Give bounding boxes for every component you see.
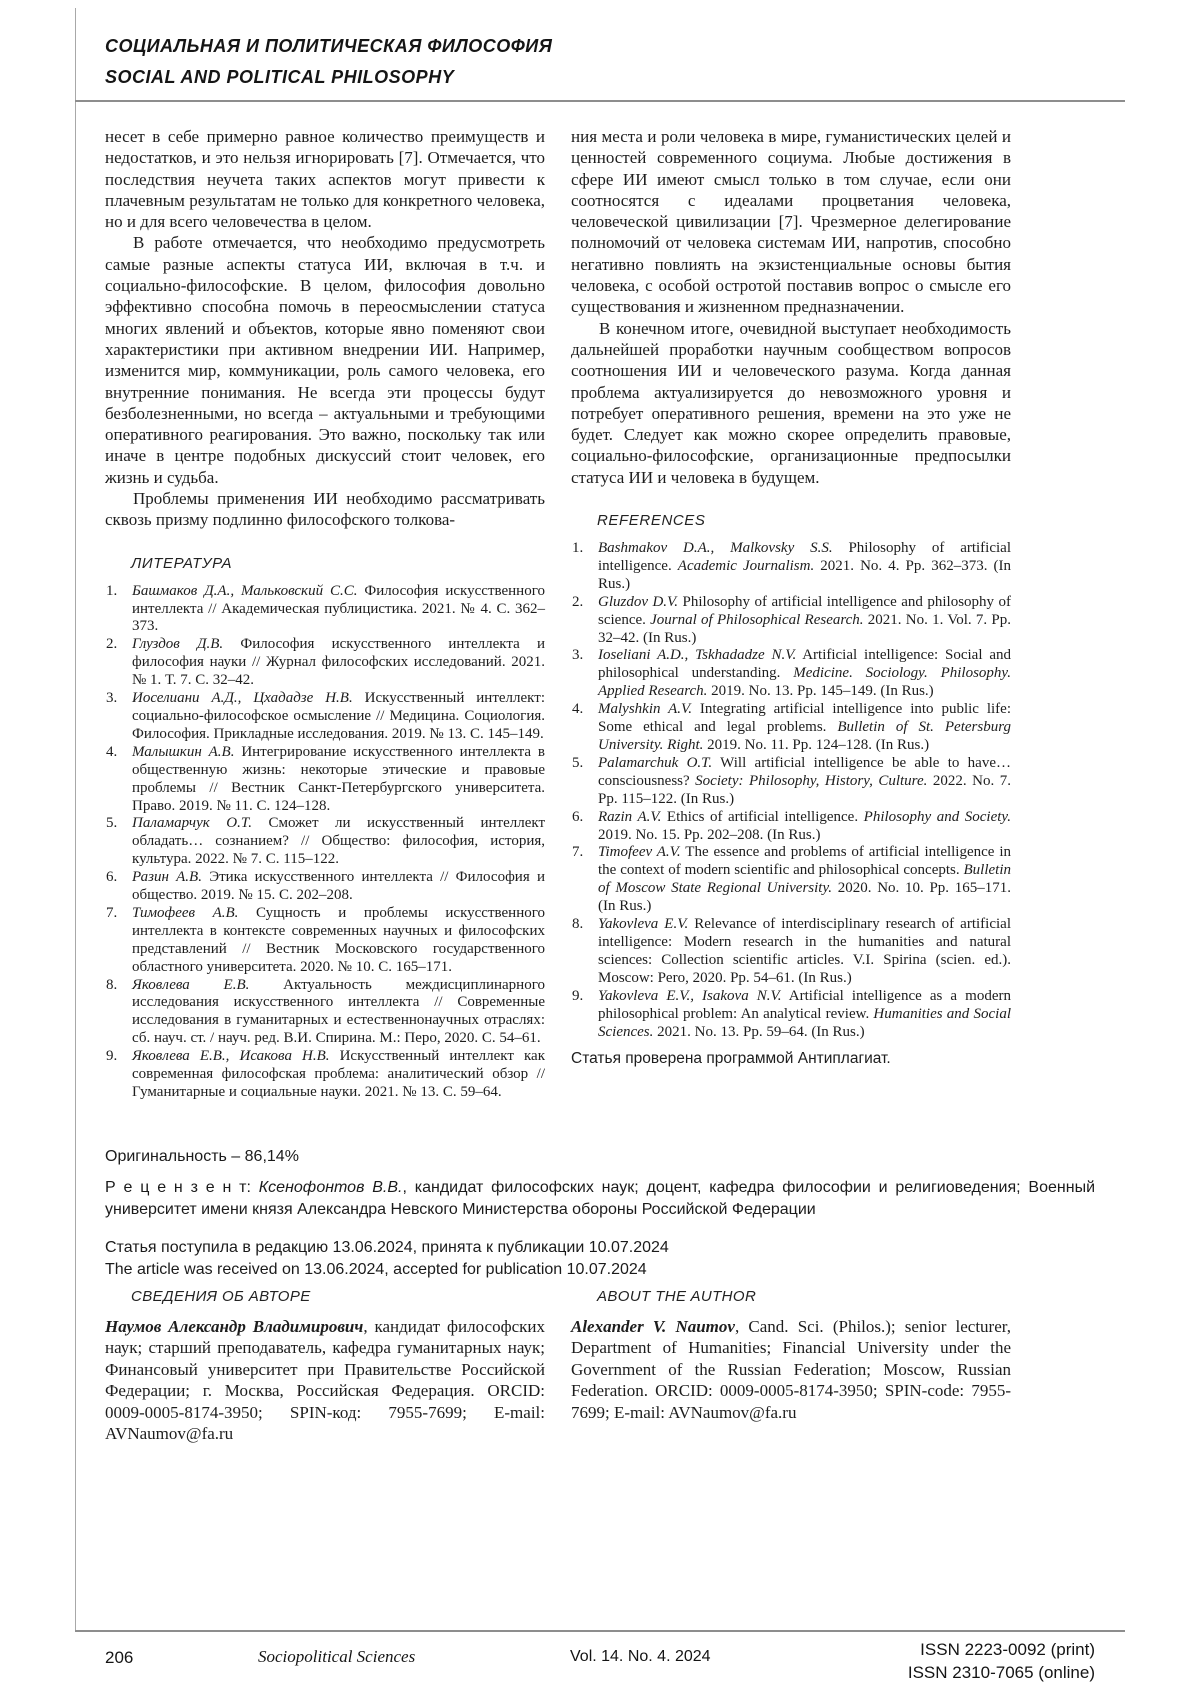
reference-item — [571, 809, 1011, 845]
issn-print: ISSN 2223-0092 (print) — [920, 1640, 1095, 1659]
reference-item — [105, 583, 545, 637]
footer-rule — [75, 1630, 1125, 1632]
reference-item — [571, 701, 1011, 755]
reference-text: Малышкин А.В. Интегрирование искусственного интеллекта в общественную жизнь: некоторые этические и правовые проблемы // Вестник Санкт-Петербургского университета. Право. 2019. № 11. С. 124–128. — [132, 743, 545, 814]
left-margin-rule — [75, 8, 76, 1630]
column-left — [105, 126, 545, 1102]
reference-item — [571, 988, 1011, 1042]
reference-item — [571, 755, 1011, 809]
author-name-ru: Наумов Александр Владимирович — [105, 1317, 364, 1336]
reference-item — [105, 1048, 545, 1102]
reference-text: Яковлева Е.В. Актуальность междисциплинарного исследования искусственного интеллекта // Современные исследования в гуманитарных и естественнонаучных отраслях: сб. науч. ст. / науч. ред. В.И. Спирина. М.: Перо, 2020. С. 54–61. — [132, 976, 545, 1047]
reference-text: Ioseliani A.D., Tskhadadze N.V. Artificial intelligence: Social and philosophical understanding. Medicine. Sociology. Philosophy. Applied Research. 2019. No. 13. Pp. 145–149. (In Rus.) — [598, 647, 1012, 700]
volume-issue: Vol. 14. No. 4. 2024 — [570, 1648, 711, 1665]
reference-number: 9. — [572, 987, 584, 1004]
references-heading: REFERENCES — [597, 512, 706, 530]
paragraph-continued: ния места и роли человека в мире, гуманистических целей и ценностей современного социума. Любые достижения в сфере ИИ имеют смысл только в том случае, если они соотносятся с идеалами процветания человека, человеческой цивилизации [7]. Чрезмерное делегирование полномочий от человека системам ИИ, напротив, способно негативно повлиять на экзистенциальные основы бытия человека, с особой остротой поставив вопрос о смысле его существования и жизненном предназначении. — [571, 127, 1011, 317]
received-date-en: The article was received on 13.06.2024, accepted for publication 10.07.2024 — [105, 1261, 647, 1278]
reference-text: Yakovleva E.V., Isakova N.V. Artificial intelligence as a modern philosophical problem: An analytical review. Humanities and Social Sciences. 2021. No. 13. Pp. 59–64. (In Rus.) — [598, 987, 1011, 1040]
reference-item — [105, 636, 545, 690]
reference-item — [571, 540, 1011, 594]
about-author-section — [105, 1288, 1011, 1444]
reference-item — [105, 744, 545, 816]
reference-item — [571, 594, 1011, 648]
reference-item — [571, 916, 1011, 988]
reference-text: Тимофеев А.В. Сущность и проблемы искусственного интеллекта в контексте современных научных и философских представлений // Вестник Московского государственного областного университета. 2020. № 10. С. 165–171. — [132, 904, 546, 975]
literature-list — [105, 583, 545, 1102]
running-head — [105, 31, 552, 93]
reference-item — [105, 815, 545, 869]
reviewer-label: Р е ц е н з е н т: — [105, 1179, 259, 1196]
header-rule — [75, 100, 1125, 102]
paragraph: В конечном итоге, очевидной выступает необходимость дальнейшей проработки научным сообществом вопросов соотношения ИИ и человеческого разума. Когда данная проблема актуализируется до невозможного уровня и потребует оперативного решения, времени на это уже не будет. Следует как можно скорее определить правовые, социально-философские, организационные предпосылки статуса ИИ и человека в будущем. — [571, 318, 1011, 487]
reference-number: 2. — [106, 636, 118, 653]
reference-number: 5. — [572, 754, 584, 771]
reviewer-details: , кандидат философских наук; доцент, кафедра философии и религиоведения; Военный университет имени князя Александра Невского Министерства обороны Российской Федерации — [105, 1179, 1096, 1218]
reference-text: Palamarchuk O.T. Will artificial intelligence be able to have… consciousness? Society: Philosophy, History, Culture. 2022. No. 7. Pp. 115–122. (In Rus.) — [598, 754, 1011, 807]
reference-text: Глуздов Д.В. Философия искусственного интеллекта и философия науки // Журнал философских исследований. 2021. № 1. Т. 7. С. 32–42. — [132, 636, 545, 689]
author-bio-text-en: , Cand. Sci. (Philos.); senior lecturer, Department of Humanities; Financial University under the Government of the Russian Federation; Moscow, Russian Federation. ORCID: 0009-0005-8174-3950; SPIN-code: 7955-7699; E-mail: AVNaumov@fa.ru — [571, 1317, 1011, 1422]
reference-item — [571, 647, 1011, 701]
about-author-en — [571, 1288, 1011, 1444]
reference-number: 3. — [572, 647, 584, 664]
page-footer — [105, 1637, 1095, 1687]
reference-number: 9. — [106, 1048, 118, 1065]
literature-heading: ЛИТЕРАТУРА — [131, 554, 233, 572]
reference-text: Разин А.В. Этика искусственного интеллекта // Философия и общество. 2019. № 15. С. 202–208. — [132, 869, 545, 904]
references-list — [571, 540, 1011, 1041]
reference-text: Malyshkin A.V. Integrating artificial intelligence into public life: Some ethical and legal problems. Bulletin of St. Petersburg University. Right. 2019. No. 11. Pp. 124–128. (In Rus.) — [598, 701, 1011, 754]
paragraph: В работе отмечается, что необходимо предусмотреть самые разные аспекты статуса ИИ, включая в т.ч. и социально-философские. В целом, философия довольно эффективно способна помочь в переосмыслении статуса многих явлений и объектов, которые явно поменяют свои характеристики при активном внедрении ИИ. Например, изменится мир, коммуникации, роль самого человека, его внутренние понимания. Не всегда эти процессы будут безболезненными, но всегда – актуальными и требующими оперативного реагирования. Это важно, поскольку так или иначе в центре подобных дискуссий стоит человек, его жизнь и судьба. — [105, 233, 545, 487]
reference-text: Razin A.V. Ethics of artificial intelligence. Philosophy and Society. 2019. No. 15. Pp. 202–208. (In Rus.) — [598, 808, 1011, 843]
issn-block — [908, 1638, 1095, 1684]
reference-number: 2. — [572, 593, 584, 610]
reference-number: 8. — [106, 976, 118, 993]
reference-item — [571, 844, 1011, 916]
reference-number: 5. — [106, 815, 118, 832]
about-author-heading-en: ABOUT THE AUTHOR — [597, 1288, 757, 1305]
author-bio-text-ru: , кандидат философских наук; старший преподаватель, кафедра гуманитарных наук; Финансовый университет при Правительстве Российской Федерации; г. Москва, Российская Федерация. ORCID: 0009-0005-8174-3950; SPIN-код: 7955-7699; E-mail: AVNaumov@fa.ru — [105, 1317, 545, 1444]
reviewer-name: Ксенофонтов В.В. — [258, 1179, 403, 1196]
received-date-ru: Статья поступила в редакцию 13.06.2024, принята к публикации 10.07.2024 — [105, 1239, 669, 1256]
about-author-heading-ru: СВЕДЕНИЯ ОБ АВТОРЕ — [131, 1288, 311, 1305]
reference-text: Башмаков Д.А., Мальковский С.С. Философия искусственного интеллекта // Академическая публицистика. 2021. № 4. С. 362–373. — [132, 582, 545, 635]
about-author-ru — [105, 1288, 545, 1444]
paragraph: Проблемы применения ИИ необходимо рассматривать сквозь призму подлинно философского толкова- — [105, 489, 545, 530]
reference-text: Паламарчук О.Т. Сможет ли искусственный интеллект обладать… сознанием? // Общество: философия, история, культура. 2022. № 7. С. 115–122. — [132, 815, 545, 868]
reference-item — [105, 977, 545, 1049]
reference-text: Яковлева Е.В., Исакова Н.В. Искусственный интеллект как современная философская проблема: аналитический обзор // Гуманитарные и социальные науки. 2021. № 13. С. 59–64. — [132, 1048, 545, 1101]
article-columns — [105, 126, 1011, 1102]
originality-note: Оригинальность – 86,14% — [105, 1148, 299, 1165]
reference-number: 6. — [572, 808, 584, 825]
journal-title: Sociopolitical Sciences — [258, 1647, 416, 1666]
reference-number: 7. — [572, 844, 584, 861]
author-bio-ru — [105, 1316, 545, 1444]
paragraph-continued: несет в себе примерно равное количество преимуществ и недостатков, и это нельзя игнорировать [7]. Отмечается, что последствия неучета таких аспектов могут привести к плачевным результатам не только для конкретного человека, но и для всего человечества в целом. — [105, 127, 545, 232]
reference-number: 3. — [106, 690, 118, 707]
article-meta — [105, 1146, 1095, 1281]
reference-number: 8. — [572, 916, 584, 933]
section-title-en: SOCIAL AND POLITICAL PHILOSOPHY — [105, 67, 455, 87]
reference-text: Timofeev A.V. The essence and problems of artificial intelligence in the context of modern scientific and philosophical concepts. Bulletin of Moscow State Regional University. 2020. No. 10. Pp. 165–171. (In Rus.) — [598, 844, 1011, 915]
page-number: 206 — [105, 1648, 134, 1667]
reference-text: Bashmakov D.A., Malkovsky S.S. Philosophy of artificial intelligence. Academic Journalism. 2021. No. 4. Pp. 362–373. (In Rus.) — [598, 540, 1012, 592]
reference-item — [105, 905, 545, 977]
antiplagiat-note: Статья проверена программой Антиплагиат. — [571, 1050, 891, 1068]
reference-text: Иоселиани А.Д., Цхададзе Н.В. Искусственный интеллект: социально-философское осмысление // Медицина. Социология. Философия. Прикладные исследования. 2019. № 13. С. 145–149. — [132, 690, 545, 742]
reference-number: 4. — [572, 701, 584, 718]
author-name-en: Alexander V. Naumov — [571, 1317, 735, 1336]
reference-item — [105, 690, 545, 744]
column-right — [571, 126, 1011, 1102]
reviewer-note — [105, 1177, 1095, 1221]
received-block — [105, 1237, 1095, 1281]
reference-number: 6. — [106, 869, 118, 886]
reference-number: 7. — [106, 904, 118, 921]
reference-text: Gluzdov D.V. Philosophy of artificial intelligence and philosophy of science. Journal of Philosophical Research. 2021. No. 1. Vol. 7. Pp. 32–42. (In Rus.) — [598, 593, 1012, 646]
section-title-ru: СОЦИАЛЬНАЯ И ПОЛИТИЧЕСКАЯ ФИЛОСОФИЯ — [105, 36, 553, 56]
reference-number: 1. — [572, 540, 584, 557]
reference-number: 1. — [106, 582, 118, 599]
reference-text: Yakovleva E.V. Relevance of interdisciplinary research of artificial intelligence: Modern research in the humanities and natural sciences: Collection scientific articles. V.I. Spirina (scien. ed.). Moscow: Pero, 2020. Pp. 54–61. (In Rus.) — [598, 916, 1011, 986]
reference-item — [105, 869, 545, 905]
reference-number: 4. — [106, 743, 118, 760]
author-bio-en — [571, 1316, 1011, 1423]
issn-online: ISSN 2310-7065 (online) — [907, 1663, 1095, 1682]
